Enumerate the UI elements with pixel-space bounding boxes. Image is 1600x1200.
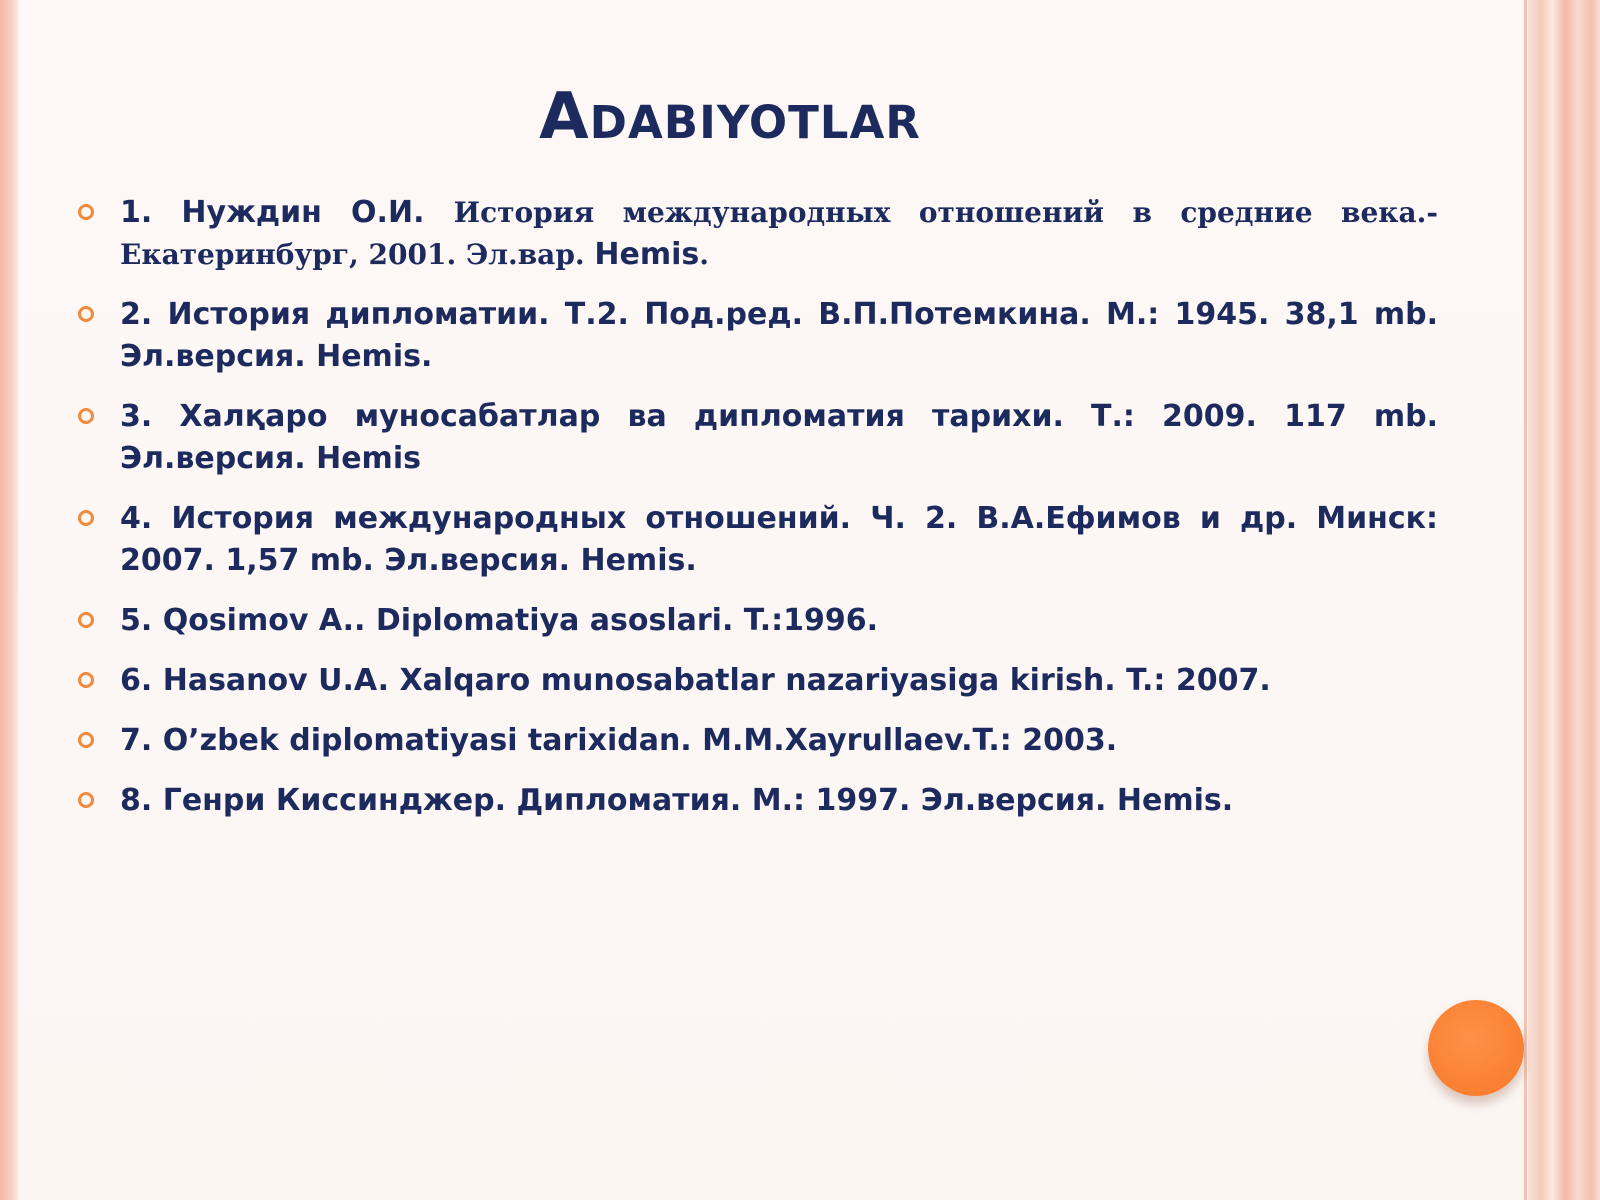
- hollow-circle-bullet-icon: [78, 612, 94, 628]
- hollow-circle-bullet-icon: [78, 204, 94, 220]
- hollow-circle-bullet-icon: [78, 408, 94, 424]
- hollow-circle-bullet-icon: [78, 792, 94, 808]
- reference-item-8: [78, 780, 1438, 822]
- reference-item-3: [78, 396, 1438, 480]
- orange-circle-icon: [1428, 1000, 1524, 1096]
- reference-6-text: 6. Hasanov U.A. Xalqaro munosabatlar nazariyasiga kirish. T.: 2007.: [120, 663, 1271, 698]
- left-decorative-band: [0, 0, 18, 1200]
- reference-1-title: История международных отношений в средние века.- Екатеринбург, 2001. Эл.вар.: [120, 196, 1438, 271]
- slide-title: Adabiyotlar: [539, 80, 921, 154]
- reference-4-text: 4. История международных отношений. Ч. 2. В.А.Ефимов и др. Минск: 2007. 1,57 mb. Эл.версия. Hemis.: [120, 501, 1438, 578]
- reference-5-text: 5. Qosimov A.. Diplomatiya asoslari. T.:1996.: [120, 603, 878, 638]
- reference-2-text: 2. История дипломатии. Т.2. Под.ред. В.П.Потемкина. М.: 1945. 38,1 mb. Эл.версия. Hemis.: [120, 297, 1438, 374]
- right-border-line: [1524, 0, 1527, 1200]
- hollow-circle-bullet-icon: [78, 732, 94, 748]
- reference-item-7: [78, 720, 1438, 762]
- reference-7-text: 7. O’zbek diplomatiyasi tarixidan. M.M.Xayrullaev.T.: 2003.: [120, 723, 1118, 758]
- reference-item-5: [78, 600, 1438, 642]
- hollow-circle-bullet-icon: [78, 510, 94, 526]
- right-decorative-band: [1528, 0, 1600, 1200]
- reference-3-text: 3. Халқаро муносабатлар ва дипломатия тарихи. Т.: 2009. 117 mb. Эл.версия. Hemis: [120, 399, 1438, 476]
- reference-item-2: [78, 294, 1438, 378]
- hollow-circle-bullet-icon: [78, 672, 94, 688]
- reference-1-end: .: [699, 238, 710, 271]
- hollow-circle-bullet-icon: [78, 306, 94, 322]
- reference-1-author: 1. Нуждин О.И.: [120, 195, 454, 230]
- reference-8-text: 8. Генри Киссинджер. Дипломатия. М.: 1997. Эл.версия. Hemis.: [120, 783, 1234, 818]
- reference-item-6: [78, 660, 1438, 702]
- reference-item-1: [78, 192, 1438, 276]
- reference-1-source: Hemis: [594, 237, 700, 272]
- references-list: [78, 192, 1438, 840]
- reference-item-4: [78, 498, 1438, 582]
